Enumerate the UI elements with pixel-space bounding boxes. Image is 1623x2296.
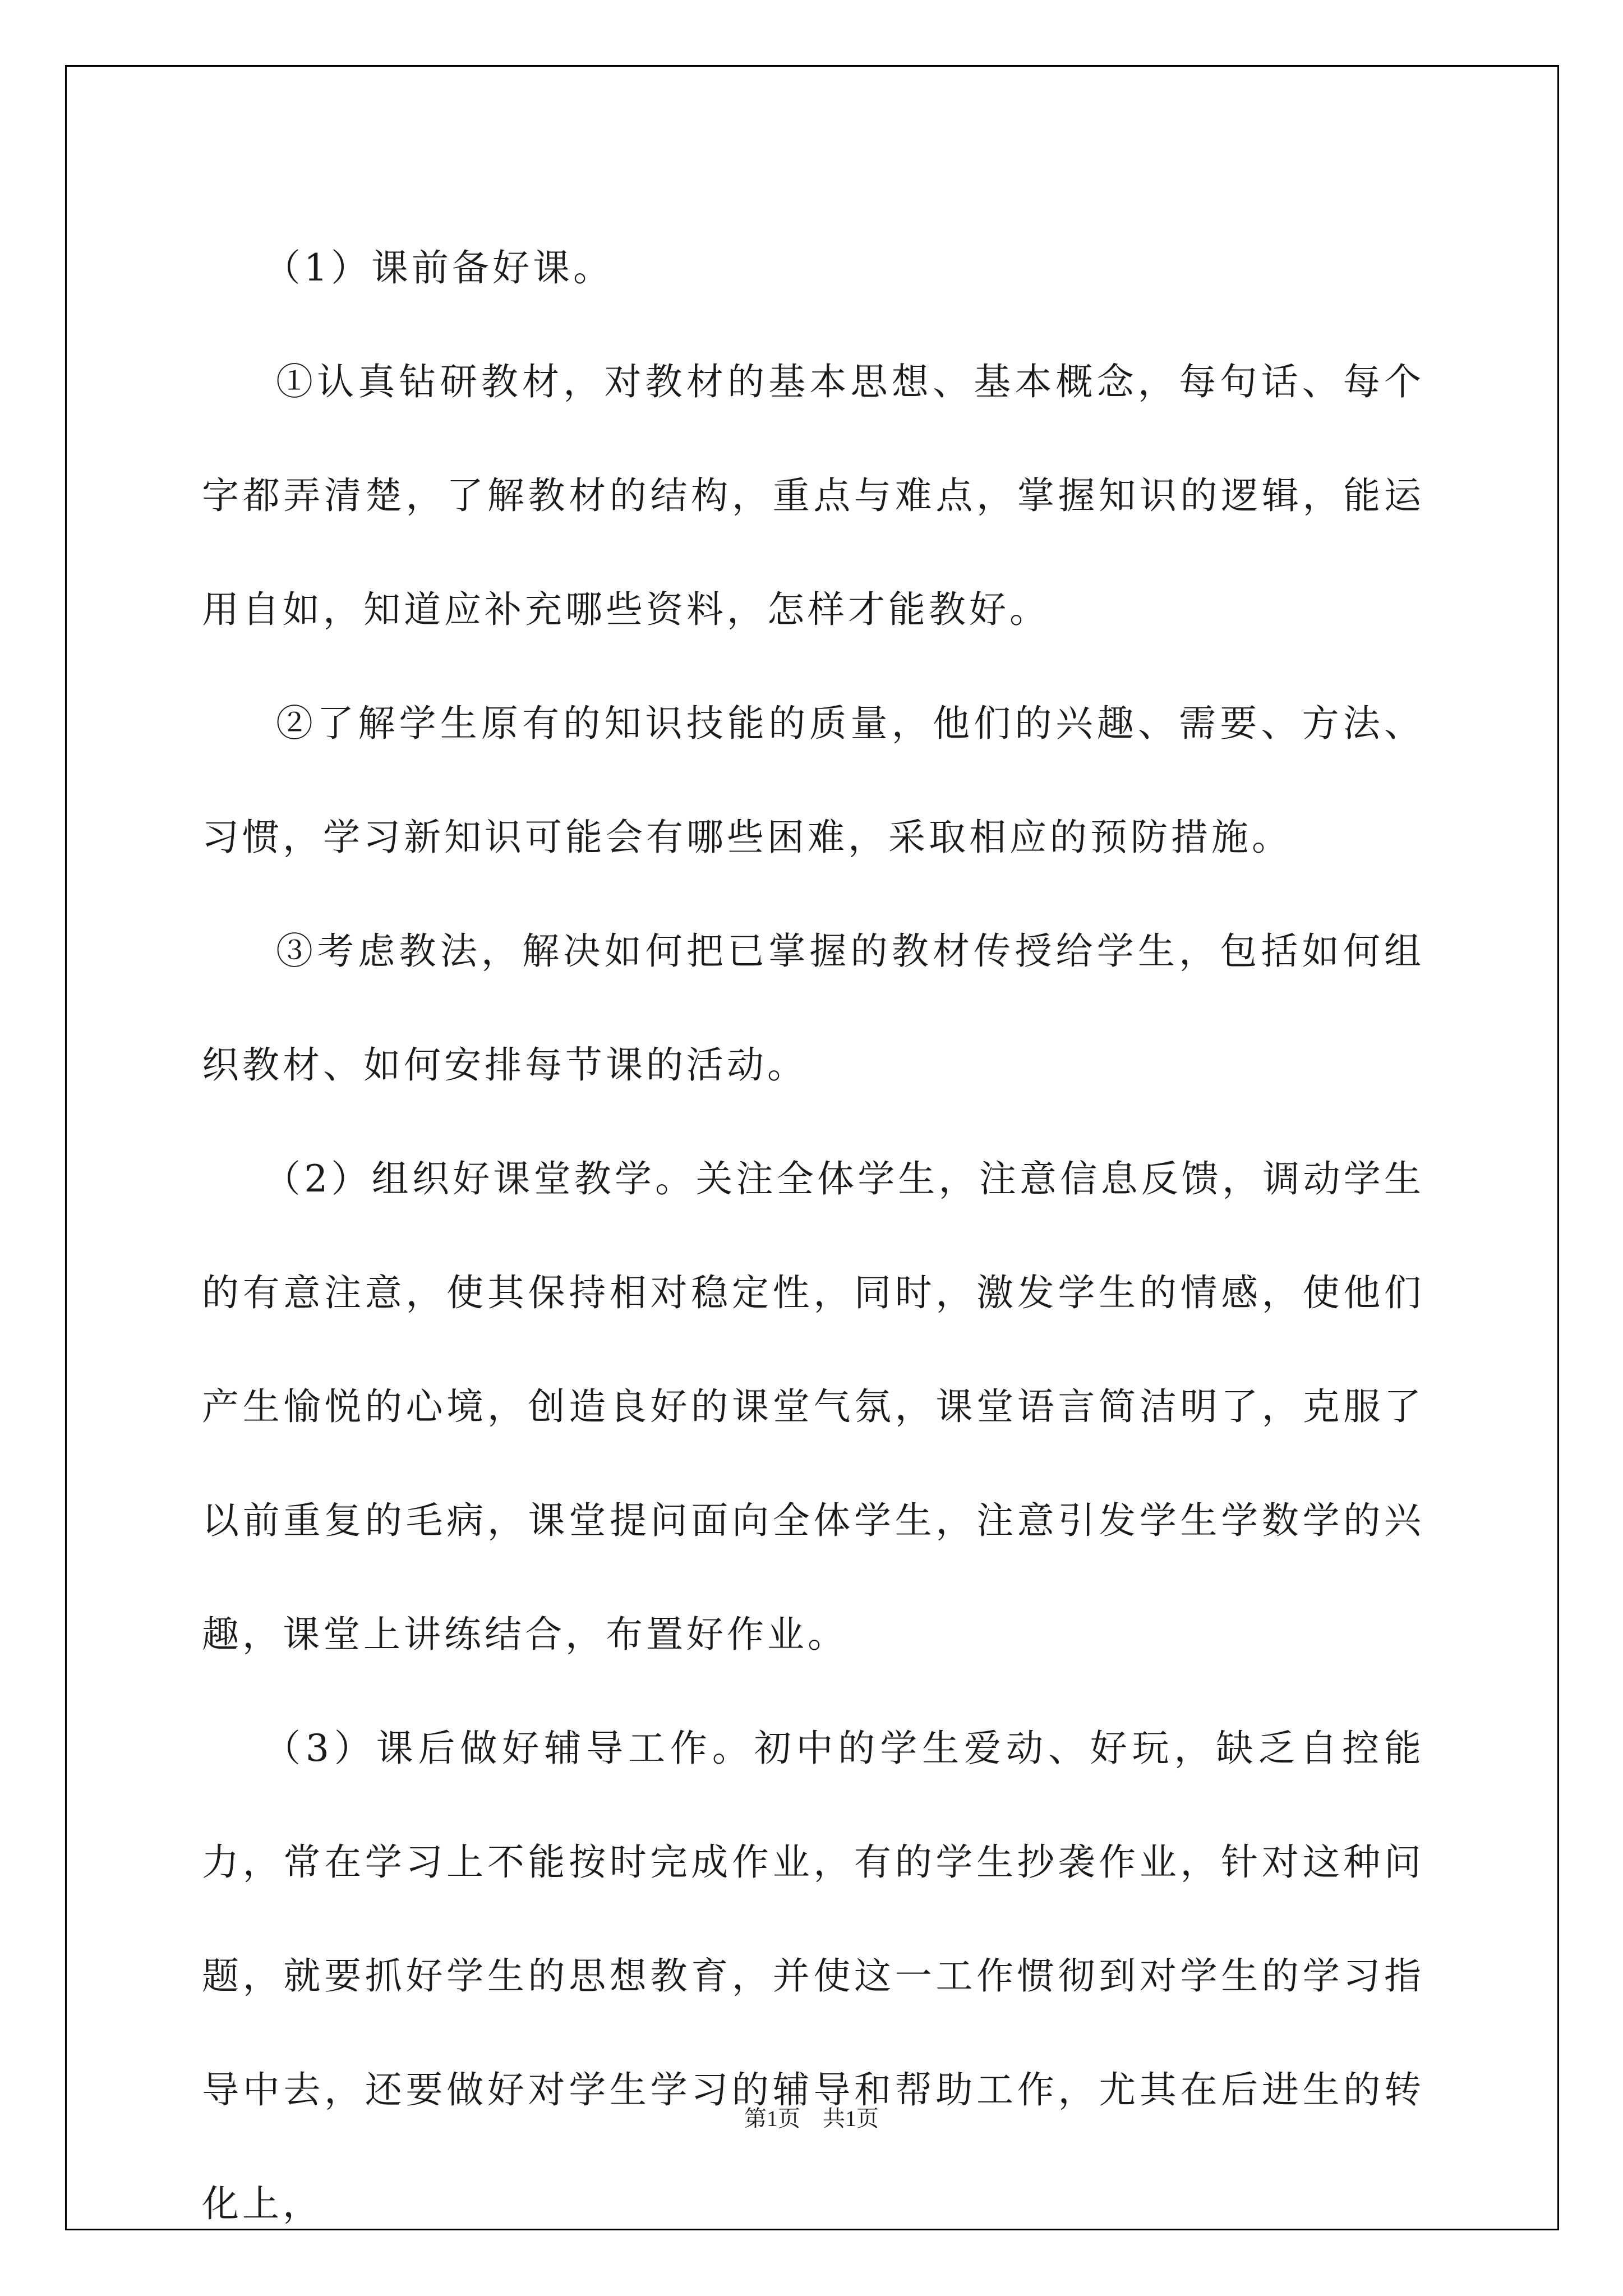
paragraph-2: ①认真钻研教材，对教材的基本思想、基本概念，每句话、每个字都弄清楚，了解教材的结构，重点与难点，掌握知识的逻辑，能运用自如，知道应补充哪些资料，怎样才能教好。 — [202, 360, 1424, 631]
page-number: 第1页 — [744, 2106, 800, 2131]
paragraph-1: （1）课前备好课。 — [264, 246, 614, 289]
page-footer — [0, 2101, 1623, 2133]
paragraph-3: ②了解学生原有的知识技能的质量，他们的兴趣、需要、方法、习惯，学习新知识可能会有哪些困难，采取相应的预防措施。 — [202, 702, 1424, 859]
document-body — [202, 211, 1424, 2261]
page-total: 共1页 — [823, 2106, 879, 2131]
paragraph-5: （2）组织好课堂教学。关注全体学生，注意信息反馈，调动学生的有意注意，使其保持相对稳定性，同时，激发学生的情感，使他们产生愉悦的心境，创造良好的课堂气氛，课堂语言简洁明了，克服了以前重复的毛病，课堂提问面向全体学生，注意引发学生学数学的兴趣，课堂上讲练结合，布置好作业。 — [202, 1157, 1424, 1656]
paragraph-4: ③考虑教法，解决如何把已掌握的教材传授给学生，包括如何组织教材、如何安排每节课的活动。 — [202, 930, 1424, 1087]
paragraph-6: （3）课后做好辅导工作。初中的学生爱动、好玩，缺乏自控能力，常在学习上不能按时完成作业，有的学生抄袭作业，针对这种问题，就要抓好学生的思想教育，并使这一工作惯彻到对学生的学习指导中去，还要做好对学生学习的辅导和帮助工作，尤其在后进生的转化上， — [202, 1727, 1424, 2225]
